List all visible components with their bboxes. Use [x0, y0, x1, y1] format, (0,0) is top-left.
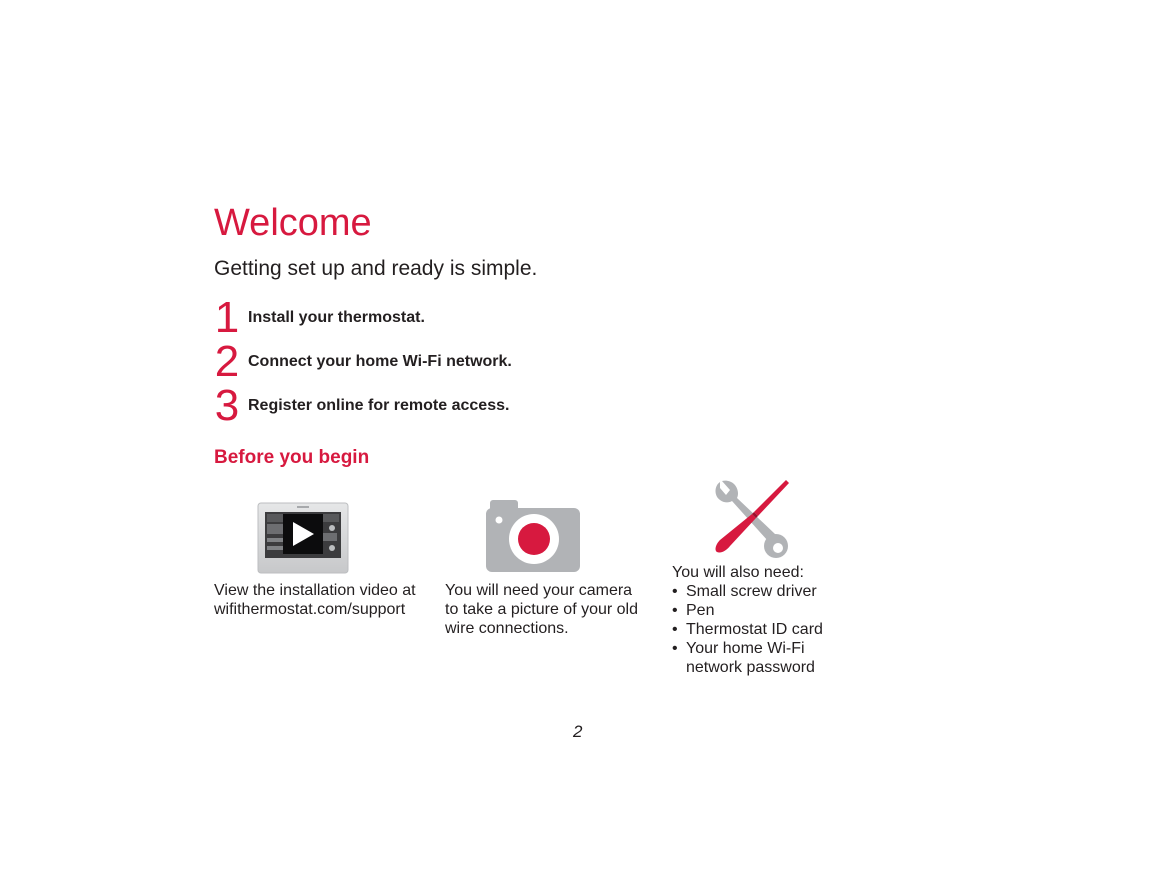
page-subtitle: Getting set up and ready is simple. — [214, 257, 538, 280]
camera-caption — [445, 581, 645, 638]
needs-list-item: • Your home Wi-Fi network password — [672, 639, 816, 677]
before-you-begin-heading: Before you begin — [214, 447, 370, 468]
camera-caption-line: You will need your camera — [445, 582, 633, 599]
video-caption-line: View the installation video at — [214, 582, 416, 599]
video-caption-link[interactable]: wifithermostat.com/support — [214, 601, 406, 618]
step-number: 1 — [214, 293, 240, 342]
thermostat-video-play-icon[interactable] — [257, 502, 349, 574]
step-text: Register online for remote access. — [248, 397, 510, 414]
camera-caption-line: wire connections. — [445, 620, 569, 637]
page-number: 2 — [573, 722, 583, 741]
step-number: 2 — [214, 337, 240, 386]
camera-caption-line: to take a picture of your old — [445, 601, 638, 618]
page-title: Welcome — [214, 202, 372, 244]
needs-list — [672, 582, 846, 677]
needs-list-item: • Small screw driver — [672, 582, 846, 601]
needs-intro: You will also need: — [672, 564, 804, 581]
step-3 — [212, 381, 712, 430]
needs-list-item: • Pen — [672, 601, 846, 620]
step-1 — [212, 293, 712, 342]
step-text: Install your thermostat. — [248, 309, 425, 326]
wrench-screwdriver-icon — [710, 478, 794, 558]
video-caption — [214, 581, 434, 619]
needs-list-item: • Thermostat ID card — [672, 620, 846, 639]
step-text: Connect your home Wi-Fi network. — [248, 353, 512, 370]
step-number: 3 — [214, 381, 240, 430]
step-2 — [212, 337, 712, 386]
camera-icon — [485, 498, 581, 574]
